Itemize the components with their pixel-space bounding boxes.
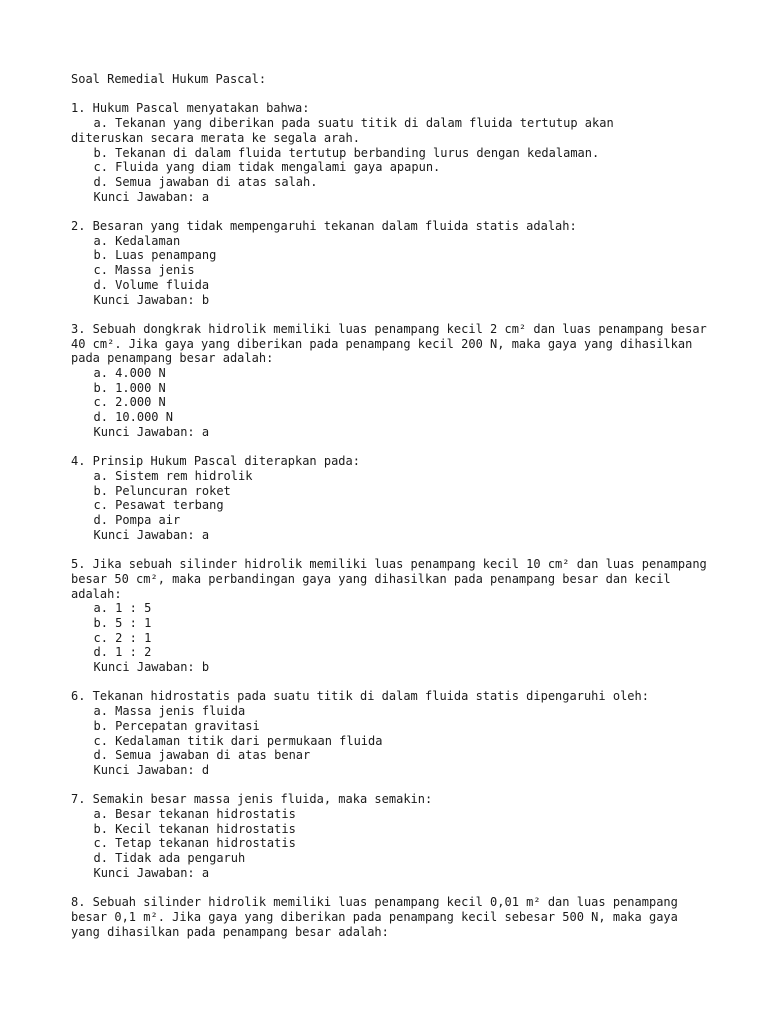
option-d: d. Pompa air: [93, 513, 181, 528]
question-text: 3. Sebuah dongkrak hidrolik memiliki luas penampang kecil 2 cm² dan luas penampang besar 40 cm². Jika gaya yang diberikan pada penampang kecil 200 N, maka gaya yang dihasilkan pada penampang besar adalah:: [71, 321, 714, 366]
answer-key: Kunci Jawaban: b: [93, 660, 210, 675]
answer-key: Kunci Jawaban: b: [93, 292, 210, 307]
question-4: [71, 454, 711, 542]
option-c: c. Pesawat terbang: [93, 498, 224, 513]
option-a: a. Kedalaman: [93, 233, 181, 248]
option-a: a. Sistem rem hidrolik: [93, 468, 253, 483]
question-3: [71, 321, 714, 440]
question-text: 8. Sebuah silinder hidrolik memiliki luas penampang kecil 0,01 m² dan luas penampang besar 0,1 m². Jika gaya yang diberikan pada penampang kecil sebesar 500 N, maka gaya yang dihasilkan pada penampang besar adalah:: [71, 895, 686, 939]
question-6: [71, 689, 711, 777]
option-a-continuation: diteruskan secara merata ke segala arah.: [71, 130, 360, 145]
option-b: b. Percepatan gravitasi: [93, 718, 260, 733]
option-a: a. Besar tekanan hidrostatis: [93, 807, 296, 822]
option-a: a. 4.000 N: [93, 366, 166, 381]
option-d: d. 10.000 N: [93, 410, 173, 425]
answer-key: Kunci Jawaban: d: [93, 762, 210, 777]
option-d: d. 1 : 2: [93, 645, 152, 660]
option-d: d. Volume fluida: [93, 277, 210, 292]
option-d: d. Semua jawaban di atas benar: [93, 748, 311, 763]
option-d: d. Tidak ada pengaruh: [93, 851, 246, 866]
option-c: c. Fluida yang diam tidak mengalami gaya apapun.: [93, 160, 441, 175]
answer-key: Kunci Jawaban: a: [93, 865, 210, 880]
question-text: 6. Tekanan hidrostatis pada suatu titik di dalam fluida statis dipengaruhi oleh:: [71, 689, 649, 704]
answer-key: Kunci Jawaban: a: [93, 424, 210, 439]
option-c: c. Massa jenis: [93, 263, 195, 278]
question-text: 1. Hukum Pascal menyatakan bahwa:: [71, 101, 310, 116]
option-b: b. Peluncuran roket: [93, 483, 231, 498]
option-c: c. 2.000 N: [93, 395, 166, 410]
question-text: 5. Jika sebuah silinder hidrolik memiliki luas penampang kecil 10 cm² dan luas penampang besar 50 cm², maka perbandingan gaya yang dihasilkan pada penampang besar dan kecil adalah:: [71, 557, 714, 601]
question-text: 4. Prinsip Hukum Pascal diterapkan pada:: [71, 454, 360, 469]
question-1: [71, 101, 711, 204]
option-b: b. Kecil tekanan hidrostatis: [93, 821, 296, 836]
question-5: [71, 557, 714, 675]
question-2: [71, 219, 711, 307]
answer-key: Kunci Jawaban: a: [93, 527, 210, 542]
option-a: a. Tekanan yang diberikan pada suatu titik di dalam fluida tertutup akan: [93, 116, 614, 131]
option-a: a. 1 : 5: [93, 601, 152, 616]
option-b: b. 5 : 1: [93, 615, 152, 630]
question-text: 2. Besaran yang tidak mempengaruhi tekanan dalam fluida statis adalah:: [71, 219, 577, 233]
option-a: a. Massa jenis fluida: [93, 704, 246, 719]
question-text: 7. Semakin besar massa jenis fluida, maka semakin:: [71, 792, 433, 807]
option-d: d. Semua jawaban di atas salah.: [93, 174, 318, 189]
document-title: Soal Remedial Hukum Pascal:: [71, 72, 267, 86]
option-c: c. Tetap tekanan hidrostatis: [93, 836, 296, 851]
question-7: [71, 792, 711, 880]
option-c: c. Kedalaman titik dari permukaan fluida: [93, 733, 383, 748]
option-b: b. Tekanan di dalam fluida tertutup berbanding lurus dengan kedalaman.: [93, 145, 600, 160]
answer-key: Kunci Jawaban: a: [93, 189, 210, 204]
document-content: [71, 72, 714, 954]
option-b: b. 1.000 N: [93, 380, 166, 395]
option-c: c. 2 : 1: [93, 630, 152, 645]
option-b: b. Luas penampang: [93, 248, 217, 263]
question-8: [71, 895, 711, 939]
